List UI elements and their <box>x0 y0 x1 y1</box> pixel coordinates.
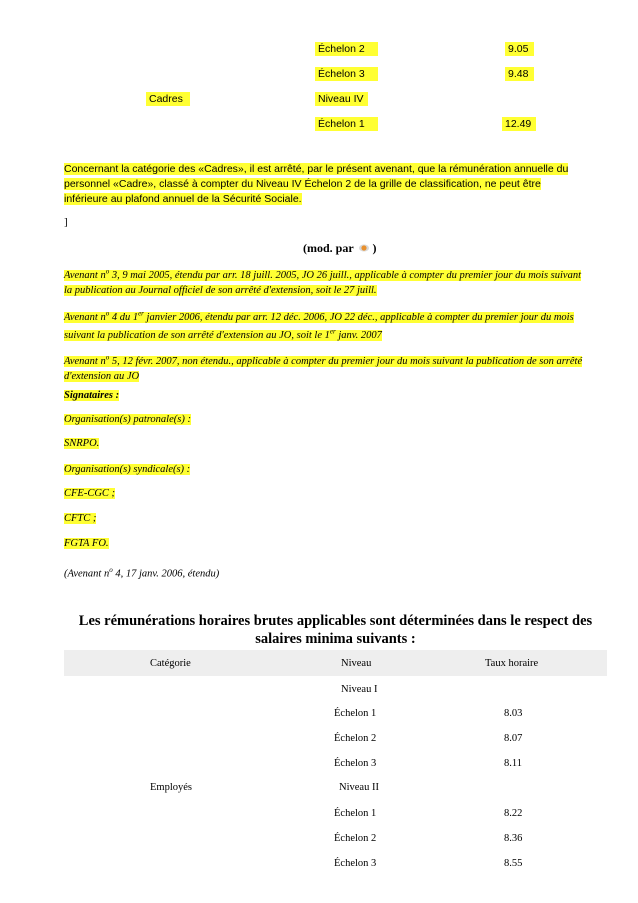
header-categorie: Catégorie <box>150 658 191 669</box>
sup: o <box>105 309 110 317</box>
text: CFTC ; <box>64 513 97 524</box>
text: suivant la publication de son arrêté d'extension au JO, soit le 1 <box>64 330 330 341</box>
heading-line: salaires minima suivants : <box>255 631 416 647</box>
taux-cell: 8.36 <box>504 833 523 844</box>
signataires-title <box>64 390 119 401</box>
salaires-heading <box>64 612 607 648</box>
table-row: Échelon 2 <box>334 733 377 744</box>
heading-line: Les rémunérations horaires brutes applicables sont déterminées dans le respect des <box>78 613 593 629</box>
text: FGTA FO. <box>64 538 109 549</box>
text: Organisation(s) syndicale(s) : <box>64 464 191 475</box>
link-icon[interactable] <box>358 242 370 252</box>
text: CFE-CGC ; <box>64 488 116 499</box>
table-row: Niveau II <box>339 782 379 793</box>
text: la publication au Journal officiel de son arrêté d'extension, soit le 27 juill. <box>64 284 377 296</box>
patronale-label <box>64 414 191 425</box>
paragraph-line: Concernant la catégorie des «Cadres», il est arrêté, par le présent avenant, que la rémunération annuelle du <box>64 163 569 175</box>
table-row: Échelon 1 <box>334 708 377 719</box>
avenant-3-paragraph <box>64 264 594 298</box>
syndicale-label <box>64 464 190 475</box>
syndicale-item <box>64 488 115 499</box>
bracket-text: ] <box>64 216 68 228</box>
cell-text: 9.48 <box>508 68 529 80</box>
text: 3, 9 mai 2005, étendu par arr. 18 juill. 2005, JO 26 juill., applicable à compter du premier jour du mois suivant <box>109 269 581 281</box>
text: d'extension au JO <box>64 370 140 382</box>
cadres-taux-cell <box>505 67 534 81</box>
avenant-5-paragraph <box>64 350 594 384</box>
cadres-niveau-cell <box>315 42 378 56</box>
text: (Avenant n <box>64 568 110 580</box>
taux-cell: 8.07 <box>504 733 523 744</box>
paragraph-line: inférieure au plafond annuel de la Sécurité Sociale. <box>64 193 302 205</box>
cadres-niveau-cell <box>315 117 378 131</box>
text: Avenant n <box>64 355 106 367</box>
syndicale-item <box>64 513 96 524</box>
mod-par-prefix: (mod. par <box>303 241 354 255</box>
taux-cell: 8.03 <box>504 708 523 719</box>
cadres-paragraph <box>64 162 604 207</box>
cell-text: Échelon 3 <box>318 68 365 80</box>
text: Avenant n <box>64 311 106 323</box>
taux-cell: 8.55 <box>504 858 523 869</box>
text: SNRPO. <box>64 438 100 449</box>
cadres-niveau-cell <box>315 92 368 106</box>
taux-cell: 8.22 <box>504 808 523 819</box>
text: janvier 2006, étendu par arr. 12 déc. 2006, JO 22 déc., applicable à compter du premier jour du mois <box>143 311 574 323</box>
cadres-category-cell <box>146 92 190 106</box>
text: Signataires : <box>64 390 120 401</box>
table-row: Échelon 2 <box>334 833 377 844</box>
table-row: Échelon 3 <box>334 858 377 869</box>
cell-text: Cadres <box>149 93 183 105</box>
text: janv. 2007 <box>335 330 382 341</box>
category-cell: Employés <box>150 782 192 793</box>
cell-text: 12.49 <box>505 118 532 130</box>
sup: er <box>329 327 336 336</box>
syndicale-item <box>64 538 109 549</box>
text: 4 du 1 <box>109 311 139 323</box>
text: 5, 12 févr. 2007, non étendu., applicable à compter du premier jour du mois suivant la publication de son arrêté <box>109 355 583 367</box>
table-row: Échelon 3 <box>334 758 377 769</box>
mod-par-line <box>303 241 376 256</box>
avenant-4-paragraph <box>64 306 594 343</box>
cell-text: Niveau IV <box>318 93 364 105</box>
table-row: Niveau I <box>341 684 378 695</box>
header-taux: Taux horaire <box>485 658 539 669</box>
sup: o <box>105 267 110 275</box>
cadres-taux-cell <box>505 42 534 56</box>
sup: o <box>105 353 110 361</box>
text: 4, 17 janv. 2006, étendu) <box>112 568 220 580</box>
cell-text: Échelon 2 <box>318 43 365 55</box>
header-niveau: Niveau <box>341 658 372 669</box>
patronale-item <box>64 438 99 449</box>
cadres-niveau-cell <box>315 67 378 81</box>
text: Avenant n <box>64 269 106 281</box>
avenant-note <box>64 566 219 580</box>
table-row: Échelon 1 <box>334 808 377 819</box>
cell-text: Échelon 1 <box>318 118 365 130</box>
text: Organisation(s) patronale(s) : <box>64 414 191 425</box>
sup: o <box>109 566 113 574</box>
cell-text: 9.05 <box>508 43 529 55</box>
cadres-taux-cell <box>502 117 536 131</box>
sup: er <box>138 309 144 317</box>
paragraph-line: personnel «Cadre», classé à compter du Niveau IV Échelon 2 de la grille de classification, ne peut être <box>64 178 541 190</box>
mod-par-suffix: ) <box>372 241 377 255</box>
taux-cell: 8.11 <box>504 758 522 769</box>
